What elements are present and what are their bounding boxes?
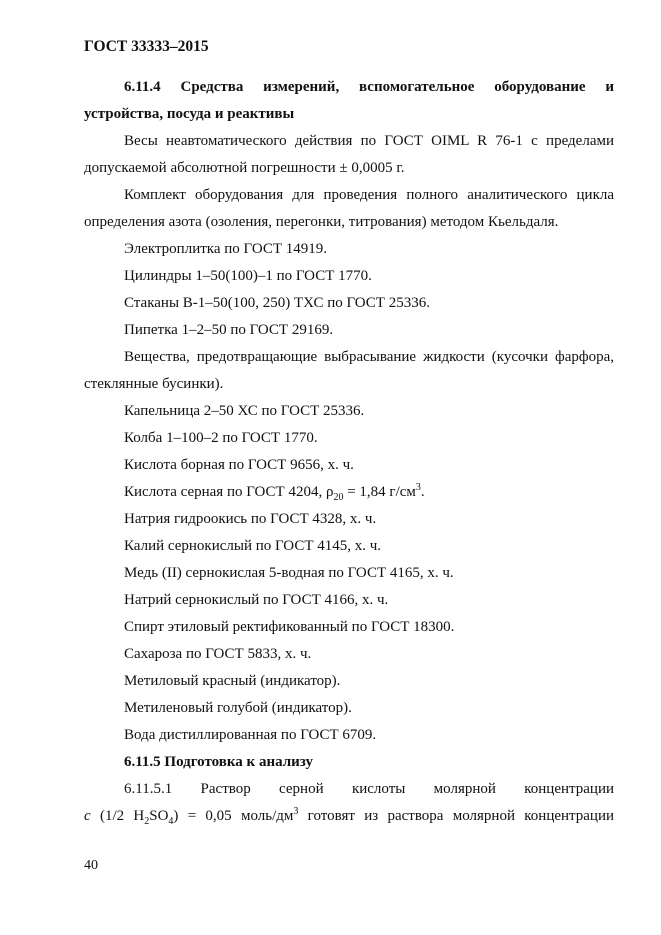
list-item-sulfuric-acid bbox=[84, 479, 614, 506]
sulfuric-value: = 1,84 г/см bbox=[343, 484, 416, 500]
list-item: Медь (II) сернокислая 5-водная по ГОСТ 4165, х. ч. bbox=[124, 565, 454, 581]
list-item: Цилиндры 1–50(100)–1 по ГОСТ 1770. bbox=[124, 268, 372, 284]
concentration-symbol: c bbox=[84, 808, 91, 824]
list-item: Натрия гидроокись по ГОСТ 4328, х. ч. bbox=[124, 511, 377, 527]
section-heading-6-11-4-line2: устройства, посуда и реактивы bbox=[84, 106, 295, 122]
list-item: Электроплитка по ГОСТ 14919. bbox=[124, 241, 327, 257]
page-number: 40 bbox=[84, 858, 98, 873]
section-heading-6-11-5: 6.11.5 Подготовка к анализу bbox=[124, 754, 313, 770]
paragraph-rest: готовят из раствора молярной концентрации bbox=[298, 808, 615, 824]
list-item: Калий сернокислый по ГОСТ 4145, х. ч. bbox=[124, 538, 382, 554]
list-item: Спирт этиловый ректификованный по ГОСТ 18300. bbox=[124, 619, 455, 635]
list-item: Сахароза по ГОСТ 5833, х. ч. bbox=[124, 646, 312, 662]
paragraph-6-11-5-1-line1: 6.11.5.1 Раствор серной кислоты молярной концентрации bbox=[124, 781, 614, 797]
list-item: Пипетка 1–2–50 по ГОСТ 29169. bbox=[124, 322, 334, 338]
formula-subscript-o: 4 bbox=[168, 816, 174, 827]
document-header: ГОСТ 33333–2015 bbox=[84, 38, 209, 55]
density-subscript: 20 bbox=[333, 492, 344, 503]
formula-subscript-h: 2 bbox=[144, 816, 150, 827]
unit-superscript: 3 bbox=[415, 482, 421, 493]
list-item: Стаканы В-1–50(100, 250) ТХС по ГОСТ 25336. bbox=[124, 295, 430, 311]
document-body bbox=[84, 74, 614, 830]
paragraph-kjeldahl-kit: Комплект оборудования для проведения полного аналитического цикла определения азота (озоления, перегонки, титрования) методом Кьельдаля. bbox=[84, 187, 614, 230]
paragraph-scales: Весы неавтоматического действия по ГОСТ OIML R 76-1 с пределами допускаемой абсолютной погрешности ± 0,0005 г. bbox=[84, 133, 614, 176]
list-item: Кислота борная по ГОСТ 9656, х. ч. bbox=[124, 457, 354, 473]
sulfuric-prefix: Кислота серная по ГОСТ 4204, ρ bbox=[124, 484, 334, 500]
list-item: Вода дистиллированная по ГОСТ 6709. bbox=[124, 727, 377, 743]
sulfuric-end: . bbox=[420, 484, 425, 500]
list-item: Натрий сернокислый по ГОСТ 4166, х. ч. bbox=[124, 592, 389, 608]
section-heading-6-11-4-line1: 6.11.4 Средства измерений, вспомогательное оборудование и bbox=[124, 79, 614, 95]
unit-superscript: 3 bbox=[293, 806, 299, 817]
paragraph-6-11-5-1-line2 bbox=[84, 803, 614, 830]
list-item: Метиловый красный (индикатор). bbox=[124, 673, 341, 689]
formula-open: (1/2 H bbox=[90, 808, 145, 824]
paragraph-substances: Вещества, предотвращающие выбрасывание жидкости (кусочки фарфора, стеклянные бусинки). bbox=[84, 349, 614, 392]
formula-close: ) = 0,05 моль/дм bbox=[173, 808, 294, 824]
list-item: Капельница 2–50 ХС по ГОСТ 25336. bbox=[124, 403, 365, 419]
list-item: Метиленовый голубой (индикатор). bbox=[124, 700, 352, 716]
list-item: Колба 1–100–2 по ГОСТ 1770. bbox=[124, 430, 318, 446]
formula-mid: SO bbox=[149, 808, 169, 824]
